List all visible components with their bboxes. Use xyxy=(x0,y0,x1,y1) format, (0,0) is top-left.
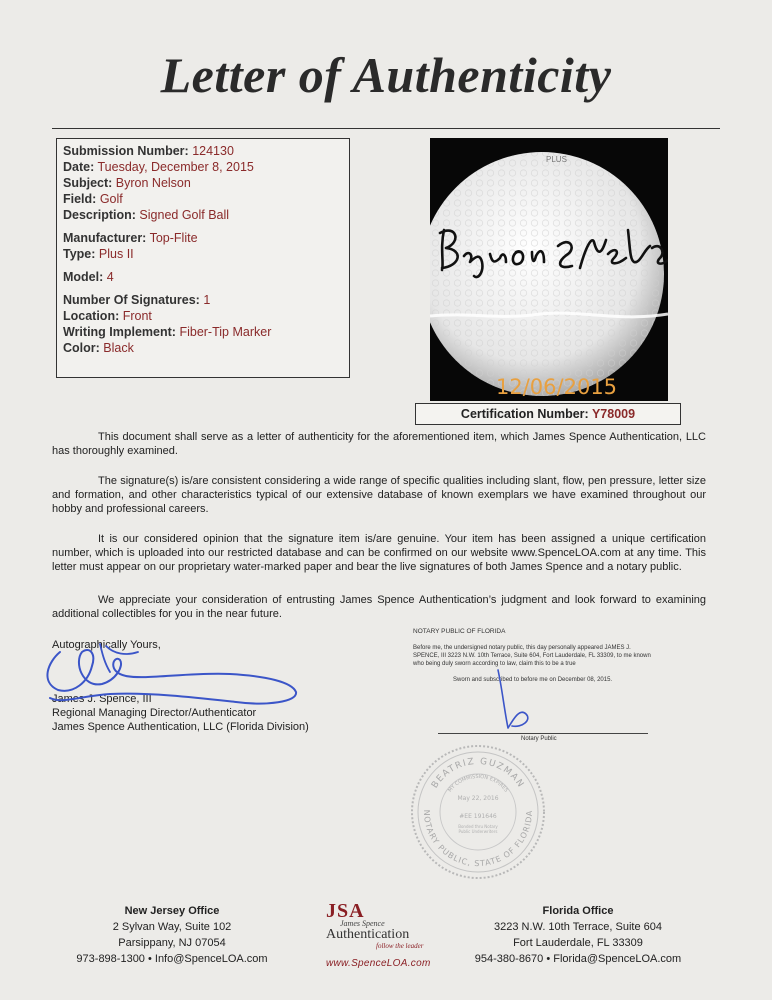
signature-count-row: Number Of Signatures: 1 xyxy=(63,293,211,307)
type-row: Type: Plus II xyxy=(63,247,134,261)
paragraph-3: It is our considered opinion that the signature item is/are genuine. Your item has been assigned a unique certification number, which is uploaded into our restricted database and can be confirmed on our website www.SpenceLOA.com at any time. This letter must appear on our proprietary water-marked paper and bear the live signatures of both James Spence and a notary public. xyxy=(52,533,706,573)
signed-golf-ball-photo xyxy=(430,138,668,401)
website-link[interactable]: www.SpenceLOA.com xyxy=(326,958,431,969)
submission-number-row: Submission Number: 124130 xyxy=(63,144,234,158)
paragraph-2: The signature(s) is/are consistent considering a wide range of specific qualities including slant, flow, pen pressure, letter size and formation, and other characteristics typical of our extensive database of known exemplars we have examined throughout our hobby and professional careers. xyxy=(52,475,706,515)
description-row: Description: Signed Golf Ball xyxy=(63,208,230,222)
certification-number: Y78009 xyxy=(591,407,636,421)
page-title: Letter of Authenticity xyxy=(160,47,612,103)
notary-body: Before me, the undersigned notary public, this day personally appeared JAMES J. SPENCE, III 3223 N.W. 10th Terrace, Suite 604, Fort Lauderdale, FL 33309, to me known who being duly sworn according to law, claim this to be a true xyxy=(413,645,651,667)
svg-text:MY COMMISSION EXPIRES: MY COMMISSION EXPIRES xyxy=(447,773,509,794)
date-row: Date: Tuesday, December 8, 2015 xyxy=(63,160,254,174)
manufacturer-row: Manufacturer: Top-Flite xyxy=(63,231,198,245)
top-divider xyxy=(52,128,720,129)
model-row: Model: 4 xyxy=(63,270,114,284)
closing-text: Autographically Yours, xyxy=(52,639,161,651)
item-details-box xyxy=(56,138,350,378)
paragraph-4: We appreciate your consideration of entrusting James Spence Authentication’s judgment and look forward to examining additional collectibles for you in the near future. xyxy=(52,594,706,620)
authenticator-name: James J. Spence, III xyxy=(52,693,152,705)
paragraph-1: This document shall serve as a letter of authenticity for the aforementioned item, which James Spence Authentication, LLC has thoroughly examined. xyxy=(52,431,706,457)
ball-print-text: PLUS xyxy=(546,155,567,164)
james-spence-signature xyxy=(30,632,330,712)
jsa-logo: JSA James Spence Authentication follow the leader www.SpenceLOA.com xyxy=(326,902,446,969)
field-row: Field: Golf xyxy=(63,192,123,206)
subject-row: Subject: Byron Nelson xyxy=(63,176,191,190)
svg-text:NOTARY PUBLIC, STATE OF FLORID: NOTARY PUBLIC, STATE OF FLORIDA xyxy=(421,809,535,869)
certification-number-box: Certification Number: Y78009 xyxy=(415,403,681,425)
notary-public-label: Notary Public xyxy=(521,736,557,742)
photo-date-stamp: 12/06/2015 xyxy=(496,375,618,399)
notary-signature xyxy=(488,668,548,734)
notary-signature-line xyxy=(438,733,648,734)
florida-office: Florida Office 3223 N.W. 10th Terrace, Suite 604 Fort Lauderdale, FL 33309 954-380-8670 • Florida@SpenceLOA.com xyxy=(474,905,682,965)
notary-heading: NOTARY PUBLIC OF FLORIDA xyxy=(413,628,506,635)
new-jersey-office: New Jersey Office 2 Sylvan Way, Suite 102 Parsippany, NJ 07054 973-898-1300 • Info@SpenceLOA.com xyxy=(76,905,268,965)
notary-seal: BEATRIZ GUZMAN NOTARY PUBLIC, STATE OF FLORIDA MY COMMISSION EXPIRES May 22, 2016 #EE 191646 Bonded thru Notary Public Underwriters xyxy=(408,742,548,882)
authenticator-company: James Spence Authentication, LLC (Florida Division) xyxy=(52,721,309,733)
svg-text:#EE 191646: #EE 191646 xyxy=(459,813,497,820)
notary-sworn: Sworn and subscribed to before me on December 08, 2015. xyxy=(453,677,613,683)
writing-implement-row: Writing Implement: Fiber-Tip Marker xyxy=(63,325,272,339)
authenticator-role: Regional Managing Director/Authenticator xyxy=(52,707,257,719)
svg-text:BEATRIZ GUZMAN: BEATRIZ GUZMAN xyxy=(430,756,526,791)
location-row: Location: Front xyxy=(63,309,152,323)
svg-text:May 22, 2016: May 22, 2016 xyxy=(457,795,499,802)
color-row: Color: Black xyxy=(63,341,134,355)
